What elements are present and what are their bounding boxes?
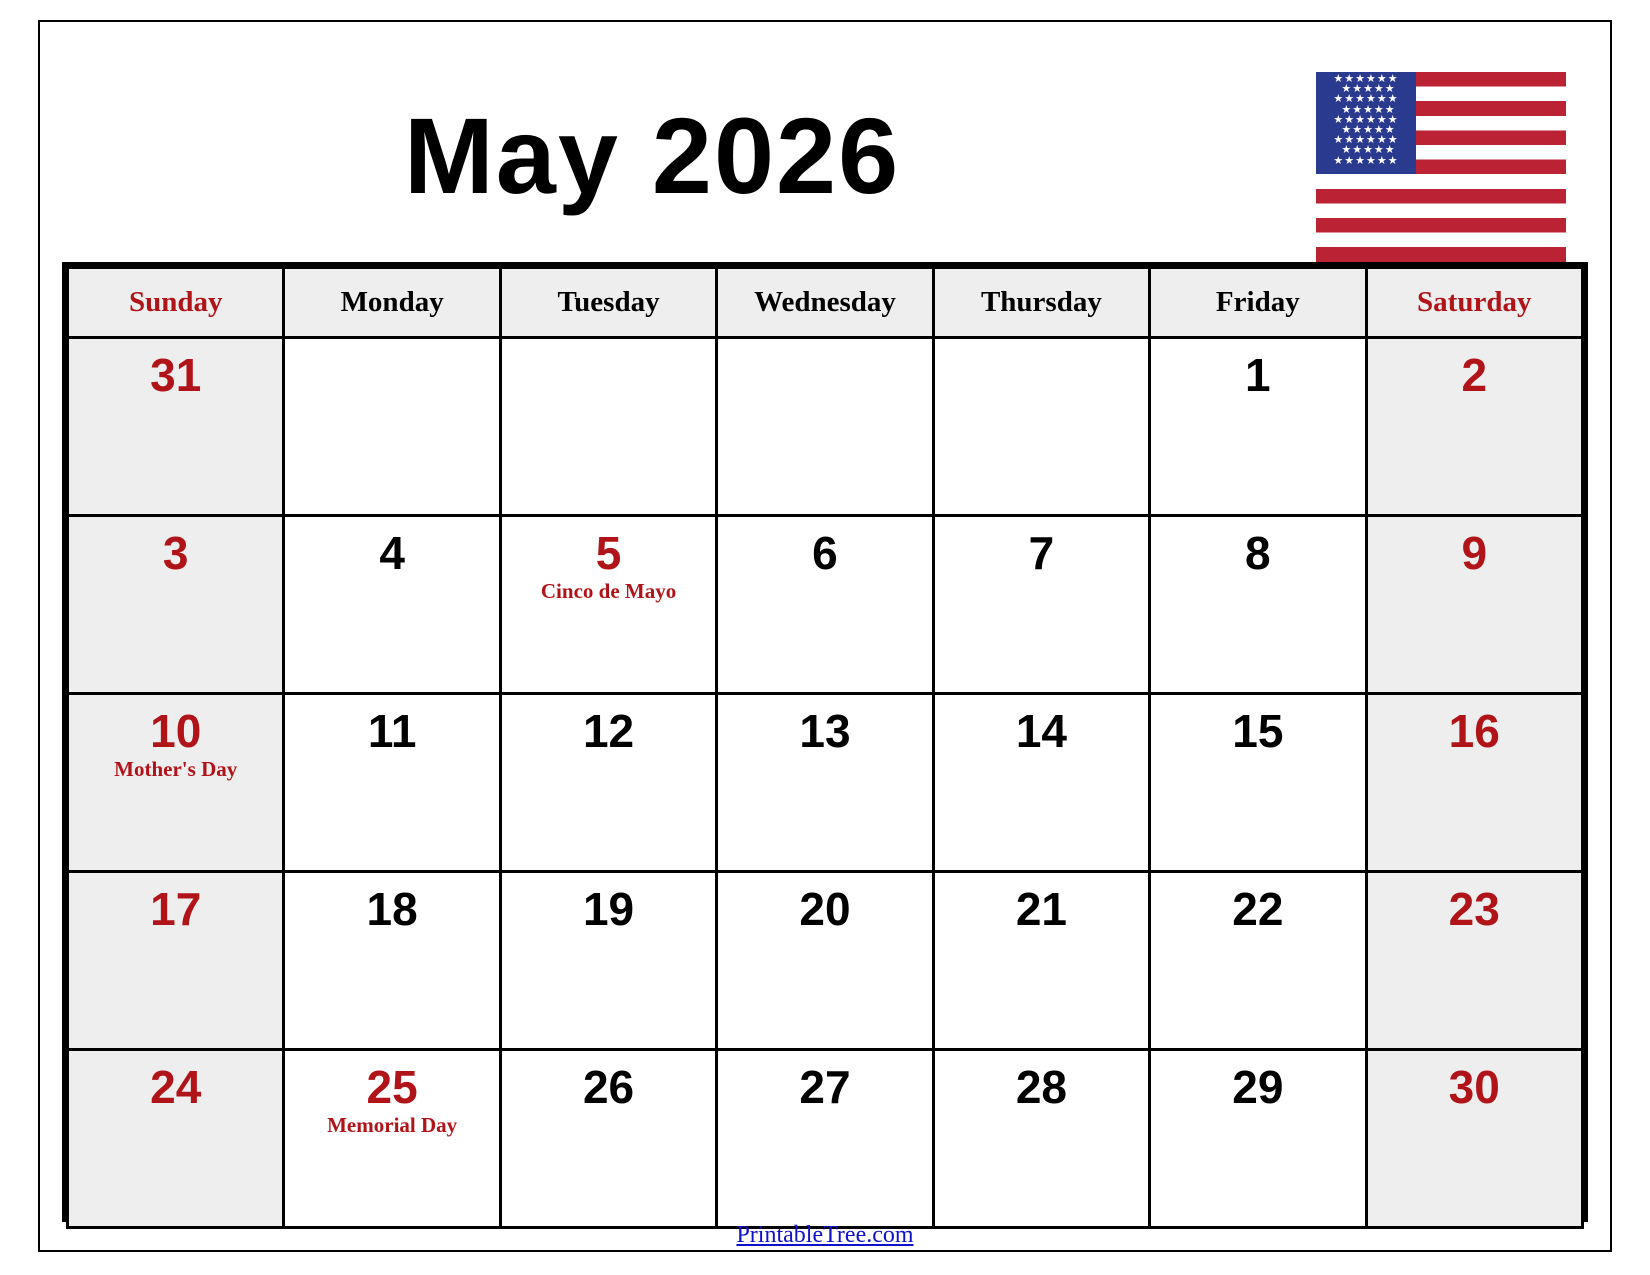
day-cell[interactable] — [717, 872, 933, 1050]
day-number: 17 — [150, 883, 202, 935]
weekday-header-friday: Friday — [1150, 268, 1366, 338]
day-number — [285, 339, 498, 351]
footer-link[interactable]: PrintableTree.com — [736, 1222, 914, 1248]
day-number: 28 — [1015, 1061, 1067, 1113]
day-cell[interactable] — [500, 1050, 716, 1228]
calendar-week-row — [68, 872, 1583, 1050]
calendar-week-row — [68, 694, 1583, 872]
day-cell[interactable] — [1150, 338, 1366, 516]
day-number — [718, 339, 931, 351]
day-cell[interactable] — [284, 338, 500, 516]
day-number: 31 — [150, 349, 202, 401]
day-cell[interactable] — [717, 1050, 933, 1228]
day-event: Mother's Day — [114, 757, 238, 782]
day-number: 4 — [379, 527, 405, 579]
day-cell[interactable] — [68, 1050, 284, 1228]
day-cell[interactable] — [1150, 516, 1366, 694]
day-cell[interactable] — [933, 516, 1149, 694]
weekday-header-monday: Monday — [284, 268, 500, 338]
day-number: 29 — [1232, 1061, 1284, 1113]
day-number: 25 — [366, 1061, 418, 1113]
day-number: 22 — [1232, 883, 1284, 935]
day-cell[interactable] — [284, 694, 500, 872]
day-cell[interactable] — [284, 516, 500, 694]
day-number: 15 — [1232, 705, 1284, 757]
day-cell[interactable] — [1366, 872, 1582, 1050]
weekday-header-wednesday: Wednesday — [717, 268, 933, 338]
calendar-week-row — [68, 516, 1583, 694]
day-cell[interactable] — [933, 1050, 1149, 1228]
day-cell[interactable] — [717, 338, 933, 516]
day-number — [935, 339, 1148, 351]
day-cell[interactable] — [1366, 694, 1582, 872]
day-number: 18 — [366, 883, 418, 935]
day-number: 21 — [1015, 883, 1067, 935]
day-cell[interactable] — [284, 1050, 500, 1228]
day-number: 23 — [1448, 883, 1500, 935]
day-cell[interactable] — [68, 338, 284, 516]
day-cell[interactable] — [1366, 516, 1582, 694]
day-number: 6 — [812, 527, 838, 579]
calendar-header — [62, 40, 1588, 240]
day-number: 14 — [1015, 705, 1067, 757]
day-number — [502, 339, 715, 351]
day-cell[interactable] — [1366, 1050, 1582, 1228]
day-cell[interactable] — [500, 516, 716, 694]
day-cell[interactable] — [933, 694, 1149, 872]
day-number: 24 — [150, 1061, 202, 1113]
day-number: 1 — [1245, 349, 1271, 401]
day-number: 26 — [582, 1061, 635, 1113]
day-number: 11 — [367, 705, 417, 757]
day-cell[interactable] — [933, 338, 1149, 516]
footer — [0, 1222, 1650, 1249]
calendar-week-row — [68, 338, 1583, 516]
day-number: 8 — [1245, 527, 1271, 579]
day-cell[interactable] — [500, 694, 716, 872]
day-event: Memorial Day — [327, 1113, 458, 1138]
day-cell[interactable] — [1150, 1050, 1366, 1228]
day-number: 19 — [582, 883, 635, 935]
day-cell[interactable] — [717, 694, 933, 872]
day-number: 12 — [582, 705, 635, 757]
calendar-week-row — [68, 1050, 1583, 1228]
day-cell[interactable] — [500, 872, 716, 1050]
united-states-flag-icon — [1316, 72, 1566, 262]
day-number: 20 — [799, 883, 851, 935]
day-number: 5 — [595, 527, 622, 579]
day-cell[interactable] — [68, 516, 284, 694]
day-number: 30 — [1448, 1061, 1500, 1113]
day-cell[interactable] — [717, 516, 933, 694]
day-number: 16 — [1448, 705, 1500, 757]
day-number: 3 — [162, 527, 189, 579]
day-cell[interactable] — [500, 338, 716, 516]
calendar-grid — [62, 262, 1588, 1222]
day-number: 10 — [150, 705, 202, 757]
weekday-header-tuesday: Tuesday — [500, 268, 716, 338]
day-cell[interactable] — [1150, 694, 1366, 872]
page-title: May 2026 — [403, 95, 901, 216]
weekday-header-saturday: Saturday — [1366, 268, 1582, 338]
day-cell[interactable] — [1150, 872, 1366, 1050]
day-cell[interactable] — [68, 694, 284, 872]
weekday-header-thursday: Thursday — [933, 268, 1149, 338]
day-number: 2 — [1461, 349, 1488, 401]
flag-stars: ★★★★★★ ★★★★★ ★★★★★★ ★★★★★ ★★★★★★ ★★★★★ ★★★★★★ ★★★★★ ★★★★★★ — [1333, 72, 1399, 167]
day-number: 9 — [1461, 527, 1488, 579]
weekday-header-sunday: Sunday — [68, 268, 284, 338]
day-cell[interactable] — [1366, 338, 1582, 516]
day-cell[interactable] — [933, 872, 1149, 1050]
day-number: 7 — [1028, 527, 1055, 579]
weekday-header-row — [68, 268, 1583, 338]
day-cell[interactable] — [284, 872, 500, 1050]
day-cell[interactable] — [68, 872, 284, 1050]
day-number: 13 — [799, 705, 851, 757]
day-number: 27 — [799, 1061, 851, 1113]
day-event: Cinco de Mayo — [540, 579, 677, 604]
